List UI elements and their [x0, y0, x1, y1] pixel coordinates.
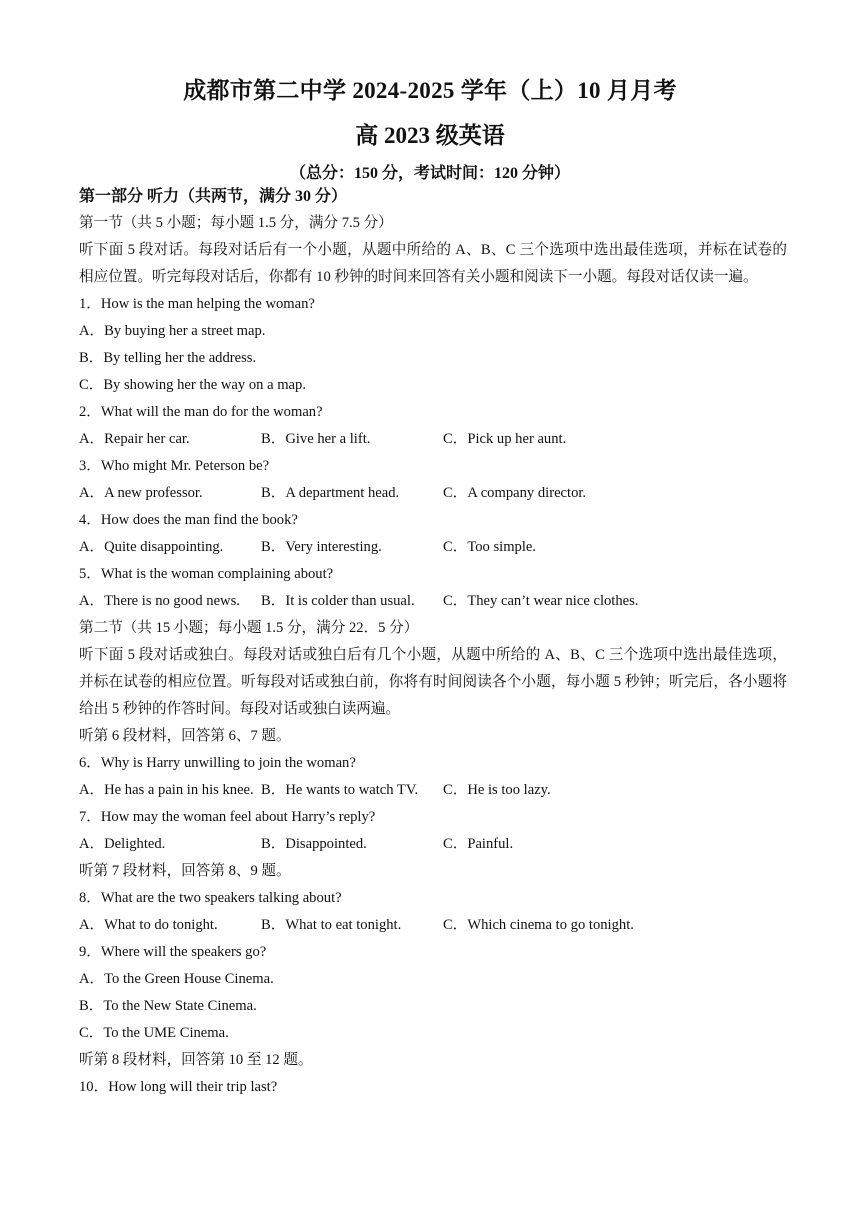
question-5-option-b: B．It is colder than usual. [261, 593, 415, 609]
question-3-option-c: C．A company director. [443, 485, 587, 501]
exam-score-time-note: （总分：150 分，考试时间：120 分钟） [289, 165, 570, 182]
question-6-options [79, 777, 787, 804]
question-4-stem: 4．How does the man find the book? [79, 512, 298, 528]
question-5-option-a: A．There is no good news. [79, 593, 240, 609]
section2-heading: 第二节（共 15 小题；每小题 1.5 分，满分 22．5 分） [79, 620, 419, 636]
question-5-option-c: C．They can’t wear nice clothes. [443, 593, 639, 609]
question-6-option-b: B．He wants to watch TV. [261, 782, 419, 798]
exam-subtitle: 高 2023 级英语 [355, 123, 505, 148]
section1-heading: 第一节（共 5 小题；每小题 1.5 分，满分 7.5 分） [79, 215, 393, 231]
material-8-note: 听第 8 段材料，回答第 10 至 12 题。 [79, 1052, 313, 1068]
material-7-note: 听第 7 段材料，回答第 8、9 题。 [79, 863, 291, 879]
question-1-option-a: A．By buying her a street map. [79, 323, 266, 339]
question-6-option-c: C．He is too lazy. [443, 782, 551, 798]
question-5-stem: 5．What is the woman complaining about? [79, 566, 334, 582]
question-6-option-a: A．He has a pain in his knee. [79, 782, 254, 798]
question-3-option-b: B．A department head. [261, 485, 400, 501]
question-7-options [79, 831, 787, 858]
exam-title: 成都市第二中学 2024-2025 学年（上）10 月月考 [183, 78, 677, 103]
section1-instructions: 听下面 5 段对话。每段对话后有一个小题，从题中所给的 A、B、C 三个选项中选出最佳选项，并标在试卷的相应位置。听完每段对话后，你都有 10 秒钟的时间来回答有关小题和阅读下一小题。每段对话仅读一遍。 [79, 242, 787, 285]
question-3-option-a: A．A new professor. [79, 485, 203, 501]
question-2-options [79, 426, 787, 453]
question-7-option-b: B．Disappointed. [261, 836, 367, 852]
question-2-stem: 2．What will the man do for the woman? [79, 404, 323, 420]
question-5-options [79, 588, 787, 615]
question-1-stem: 1．How is the man helping the woman? [79, 296, 315, 312]
question-9-option-b: B．To the New State Cinema. [79, 998, 257, 1014]
question-9-option-c: C．To the UME Cinema. [79, 1025, 229, 1041]
exam-content [79, 183, 787, 1101]
question-2-option-b: B．Give her a lift. [261, 431, 371, 447]
question-8-option-a: A．What to do tonight. [79, 917, 218, 933]
question-2-option-a: A．Repair her car. [79, 431, 190, 447]
question-4-options [79, 534, 787, 561]
part1-heading: 第一部分 听力（共两节，满分 30 分） [79, 188, 348, 205]
question-8-stem: 8．What are the two speakers talking about? [79, 890, 342, 906]
question-10-stem: 10．How long will their trip last? [79, 1079, 278, 1095]
question-7-option-c: C．Painful. [443, 836, 514, 852]
material-6-note: 听第 6 段材料，回答第 6、7 题。 [79, 728, 291, 744]
question-3-stem: 3．Who might Mr. Peterson be? [79, 458, 270, 474]
question-8-option-c: C．Which cinema to go tonight. [443, 917, 634, 933]
question-7-stem: 7．How may the woman feel about Harry’s reply? [79, 809, 376, 825]
question-8-options [79, 912, 787, 939]
question-4-option-b: B．Very interesting. [261, 539, 382, 555]
question-9-option-a: A．To the Green House Cinema. [79, 971, 274, 987]
question-1-option-c: C．By showing her the way on a map. [79, 377, 306, 393]
question-2-option-c: C．Pick up her aunt. [443, 431, 567, 447]
question-4-option-a: A．Quite disappointing. [79, 539, 224, 555]
question-3-options [79, 480, 787, 507]
section2-instructions: 听下面 5 段对话或独白。每段对话或独白后有几个小题，从题中所给的 A、B、C 三个选项中选出最佳选项，并标在试卷的相应位置。听每段对话或独白前，你将有时间阅读各个小题，每小题 5 秒钟；听完后，各小题将给出 5 秒钟的作答时间。每段对话或独白读两遍。 [79, 647, 787, 717]
question-8-option-b: B．What to eat tonight. [261, 917, 402, 933]
question-1-option-b: B．By telling her the address. [79, 350, 257, 366]
question-6-stem: 6．Why is Harry unwilling to join the woman? [79, 755, 356, 771]
question-4-option-c: C．Too simple. [443, 539, 537, 555]
question-9-stem: 9．Where will the speakers go? [79, 944, 267, 960]
question-7-option-a: A．Delighted. [79, 836, 166, 852]
